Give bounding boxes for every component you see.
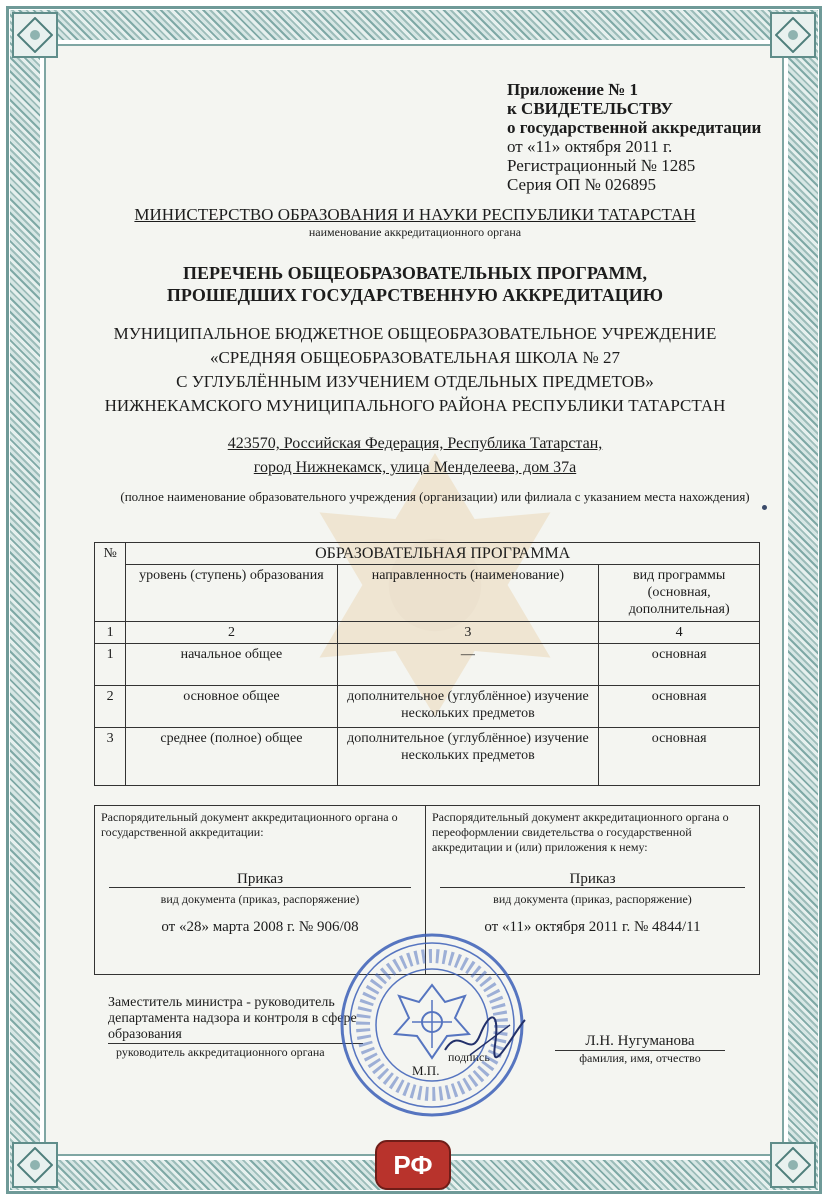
appendix-reg-number: Регистрационный № 1285 (507, 156, 696, 175)
signatory-position (108, 995, 363, 1060)
title-line-2: ПРОШЕДШИХ ГОСУДАРСТВЕННУЮ АККРЕДИТАЦИЮ (166, 285, 664, 305)
table-cell: основная (599, 686, 760, 728)
institution-line-2: «СРЕДНЯЯ ОБЩЕОБРАЗОВАТЕЛЬНАЯ ШКОЛА № 27 (209, 348, 621, 367)
table-cell: 3 (95, 728, 126, 786)
authority-name: МИНИСТЕРСТВО ОБРАЗОВАНИЯ И НАУКИ РЕСПУБЛИКИ ТАТАРСТАН (134, 205, 696, 224)
doc-kind-caption: вид документа (приказ, распоряжение) (493, 892, 692, 906)
corner-ornament-icon (12, 12, 58, 58)
signatory-name-block (555, 1033, 725, 1066)
table-row (95, 728, 760, 786)
handwritten-signature-icon (440, 1005, 530, 1065)
institution-line-4: НИЖНЕКАМСКОГО МУНИЦИПАЛЬНОГО РАЙОНА РЕСПУБЛИКИ ТАТАРСТАН (104, 396, 726, 415)
table-cell: дополнительное (углублённое) изучение нескольких предметов (337, 728, 599, 786)
table-cell: 2 (95, 686, 126, 728)
rf-emblem: РФ (375, 1140, 451, 1190)
table-cell: 3 (337, 622, 599, 644)
table-row (95, 644, 760, 686)
appendix-certificate: к СВИДЕТЕЛЬСТВУ (507, 99, 673, 118)
signatory-name: Л.Н. Нугуманова (555, 1033, 725, 1051)
ink-dot (762, 505, 767, 510)
appendix-date: от «11» октября 2011 г. (507, 137, 673, 156)
signature-caption: подпись (448, 1050, 490, 1064)
authority-block (60, 205, 770, 240)
reissue-order-title: Распорядительный документ аккредитационного органа о переоформлении свидетельства о государственной аккредитации и (или) приложения к нему: (432, 810, 729, 854)
signatory-name-caption: фамилия, имя, отчество (579, 1051, 701, 1065)
institution-caption: (полное наименование образовательного учреждения (организации) или филиала с указанием места нахождения) (120, 489, 750, 504)
table-cell: основная (599, 644, 760, 686)
institution-line-1: МУНИЦИПАЛЬНОЕ БЮДЖЕТНОЕ ОБЩЕОБРАЗОВАТЕЛЬНОЕ УЧРЕЖДЕНИЕ (113, 324, 717, 343)
table-cell: дополнительное (углублённое) изучение нескольких предметов (337, 686, 599, 728)
reissue-order-number: от «11» октября 2011 г. № 4844/11 (484, 919, 701, 935)
table-index-row (95, 622, 760, 644)
appendix-block (507, 80, 761, 194)
table-header-direction: направленность (наименование) (337, 565, 599, 622)
programs-table (94, 542, 760, 786)
table-cell: — (337, 644, 599, 686)
table-header-no: № (95, 543, 126, 622)
corner-ornament-icon (770, 1142, 816, 1188)
position-line-3: образования (108, 1027, 363, 1044)
table-cell: основное общее (126, 686, 337, 728)
corner-ornament-icon (770, 12, 816, 58)
table-cell: 1 (95, 622, 126, 644)
corner-ornament-icon (12, 1142, 58, 1188)
table-cell: 2 (126, 622, 337, 644)
reissue-doc-kind: Приказ (440, 872, 745, 888)
appendix-series: Серия ОП № 026895 (507, 175, 657, 194)
table-header-type: вид программы (основная, дополнительная) (599, 565, 760, 622)
seal-mark: М.П. (412, 1063, 440, 1078)
table-cell: начальное общее (126, 644, 337, 686)
appendix-accreditation: о государственной аккредитации (507, 118, 762, 137)
table-cell: среднее (полное) общее (126, 728, 337, 786)
table-header-program: ОБРАЗОВАТЕЛЬНАЯ ПРОГРАММА (126, 543, 760, 565)
position-line-1: Заместитель министра - руководитель (108, 995, 335, 1010)
address-line-1: 423570, Российская Федерация, Республика Татарстан, (227, 435, 603, 452)
position-caption: руководитель аккредитационного органа (116, 1045, 325, 1059)
table-header-level: уровень (ступень) образования (126, 565, 337, 622)
table-cell: основная (599, 728, 760, 786)
table-cell: 4 (599, 622, 760, 644)
title-line-1: ПЕРЕЧЕНЬ ОБЩЕОБРАЗОВАТЕЛЬНЫХ ПРОГРАММ, (182, 263, 647, 283)
institution-line-3: С УГЛУБЛЁННЫМ ИЗУЧЕНИЕМ ОТДЕЛЬНЫХ ПРЕДМЕТОВ» (176, 372, 654, 391)
document-title (60, 262, 770, 306)
position-line-2: департамента надзора и контроля в сфере (108, 1011, 357, 1026)
institution-address (60, 432, 770, 480)
authority-caption: наименование аккредитационного органа (308, 225, 522, 239)
doc-kind-caption: вид документа (приказ, распоряжение) (160, 892, 360, 906)
table-cell: 1 (95, 644, 126, 686)
table-row (95, 686, 760, 728)
address-line-2: город Нижнекамск, улица Менделеева, дом 37а (253, 459, 577, 476)
accreditation-doc-kind: Приказ (109, 872, 411, 888)
institution-name (60, 322, 770, 418)
accreditation-order-title: Распорядительный документ аккредитационного органа о государственной аккредитации: (101, 810, 398, 839)
accreditation-order-number: от «28» марта 2008 г. № 906/08 (161, 919, 359, 935)
appendix-number: Приложение № 1 (507, 80, 638, 99)
